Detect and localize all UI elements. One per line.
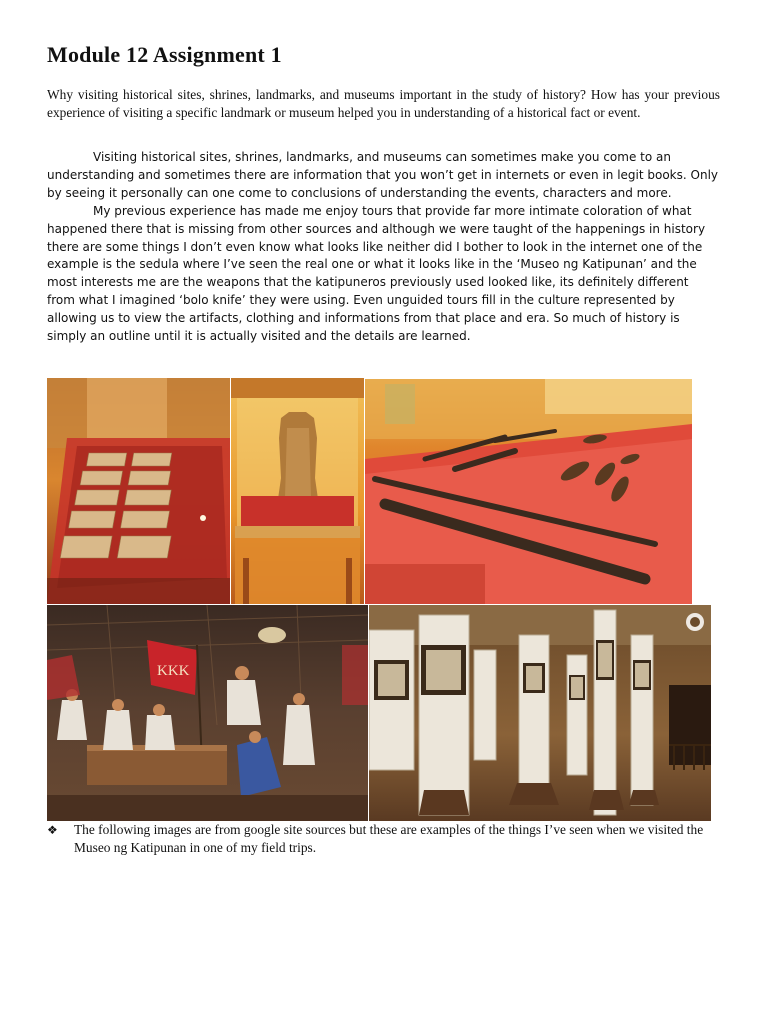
answer-paragraph: My previous experience has made me enjoy tours that provide far more intimate coloration of what happened there that is missing from other sources and although we were taught of the happenings in history there are some things I don’t even know what looks like neither did I bother to look in the internet one of the example is the sedula where I’ve seen the real one or what it looks like in the ‘Museo ng Katipunan’ and the most interests me are the weapons that the katipuneros previously used looked like, its definitely different from what I imagined ‘bolo knife’ they were using. Even unguided tours fill in the culture represented by allowing us to view the artifacts, clothing and informations from that place and era. So much of history is simply an outline until it is actually visited and the details are learned. bbox=[47, 203, 706, 344]
photo-portrait-gallery bbox=[369, 605, 711, 821]
bullet-diamond-icon: ❖ bbox=[47, 823, 58, 837]
assignment-question: Why visiting historical sites, shrines, landmarks, and museums important in the study of history? How has your previous experience of visiting a specific landmark or museum helped you in understanding of a historical fact or event. bbox=[47, 87, 720, 120]
answer-body bbox=[47, 149, 720, 346]
image-source-note bbox=[47, 821, 727, 857]
photo-sedula-display bbox=[47, 378, 230, 604]
flag-kkk-text: KKK bbox=[157, 663, 190, 679]
note-text: The following images are from google site sources but these are examples of the things I’ve seen when we visited the Museo ng Katipunan in one of my field trips. bbox=[74, 822, 704, 855]
answer-paragraph: Visiting historical sites, shrines, landmarks, and museums can sometimes make you come to an understanding and sometimes there are information that you won’t get in internets or even in legit books. Only by seeing it personally can one come to conclusions of understanding the events, characters and more. bbox=[47, 150, 718, 200]
page-title: Module 12 Assignment 1 bbox=[47, 42, 282, 67]
photo-bolo-knives bbox=[365, 379, 692, 604]
photo-katipunan-diorama bbox=[47, 605, 368, 821]
photo-garment-display bbox=[231, 378, 364, 604]
